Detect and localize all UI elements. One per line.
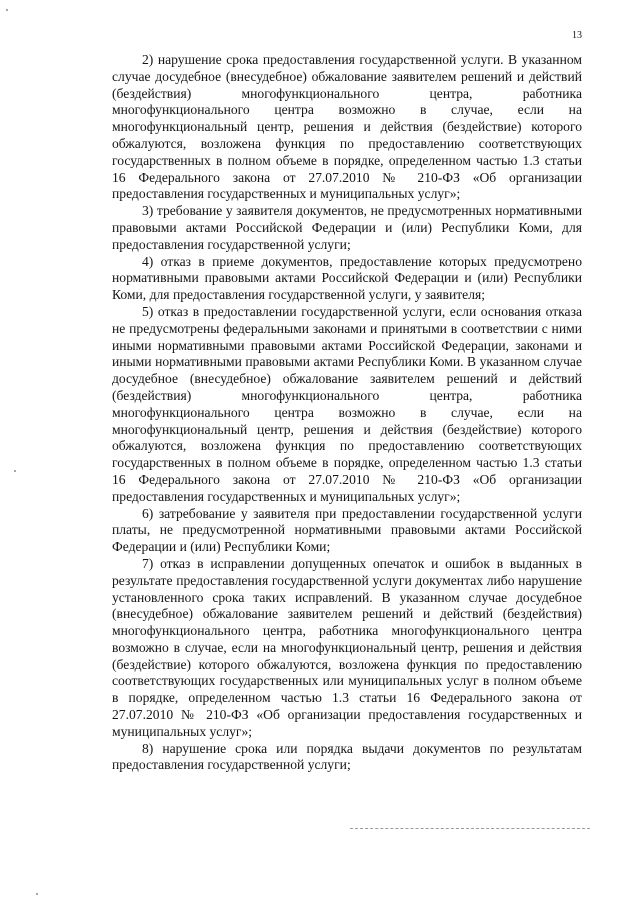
paragraph-item-8: 8) нарушение срока или порядка выдачи документов по результатам предоставления государственной услуги; xyxy=(112,740,582,773)
paragraph-item-3: 3) требование у заявителя документов, не предусмотренных нормативными правовыми актами Российской Федерации и (или) Республики Коми, для предоставления государственной услуги; xyxy=(112,203,582,252)
scan-artifact-dot xyxy=(36,893,38,895)
scan-artifact-dot xyxy=(6,9,8,11)
scan-artifact-dot xyxy=(14,470,16,472)
page-number: 13 xyxy=(572,30,582,41)
paragraph-item-7: 7) отказ в исправлении допущенных опечаток и ошибок в выданных в результате предоставления государственной услуги документах либо нарушение установленного срока таких исправлений. В указанном случае досудебное (внесудебное) обжалование заявителем решений и действий (бездействия) многофункционального центра, работника многофункционального центра возможно в случае, если на многофункциональный центр, решения и действия (бездействие) которого обжалуются, возложена функция по предоставлению соответствующих государственных или муниципальных услуг в полном объеме в порядке, определенном частью 1.3 статьи 16 Федерального закона от 27.07.2010 № 210-ФЗ «Об организации предоставления государственных и муниципальных услуг»; xyxy=(112,555,582,739)
document-body xyxy=(112,52,582,774)
paragraph-item-6: 6) затребование у заявителя при предоставлении государственной услуги платы, не предусмотренной нормативными правовыми актами Российской Федерации и (или) Республики Коми; xyxy=(112,505,582,555)
paragraph-item-4: 4) отказ в приеме документов, предоставление которых предусмотрено нормативными правовыми актами Российской Федерации и (или) Республики Коми, для предоставления государственной услуги, у заявителя; xyxy=(112,253,582,303)
scan-artifact-line xyxy=(350,828,590,829)
paragraph-item-2: 2) нарушение срока предоставления государственной услуги. В указанном случае досудебное (внесудебное) обжалование заявителем решений и действий (бездействия) многофункционального центра, работника многофункционального центра возможно в случае, если на многофункциональный центр, решения и действия (бездействие) которого обжалуются, возложена функция по предоставлению соответствующих государственных в полном объеме в порядке, определенном частью 1.3 статьи 16 Федерального закона от 27.07.2010 № 210-ФЗ «Об организации предоставления государственных и муниципальных услуг»; xyxy=(112,52,582,202)
paragraph-item-5: 5) отказ в предоставлении государственной услуги, если основания отказа не предусмотрены федеральными законами и принятыми в соответствии с ними иными нормативными правовыми актами Российской Федерации, законами и иными нормативными правовыми актами Республики Коми. В указанном случае досудебное (внесудебное) обжалование заявителем решений и действий (бездействия) многофункционального центра, работника многофункционального центра возможно в случае, если на многофункциональный центр, решения и действия (бездействие) которого обжалуются, возложена функция по предоставлению соответствующих государственных в полном объеме в порядке, определенном частью 1.3 статьи 16 Федерального закона от 27.07.2010 № 210-ФЗ «Об организации предоставления государственных и муниципальных услуг»; xyxy=(112,303,582,504)
